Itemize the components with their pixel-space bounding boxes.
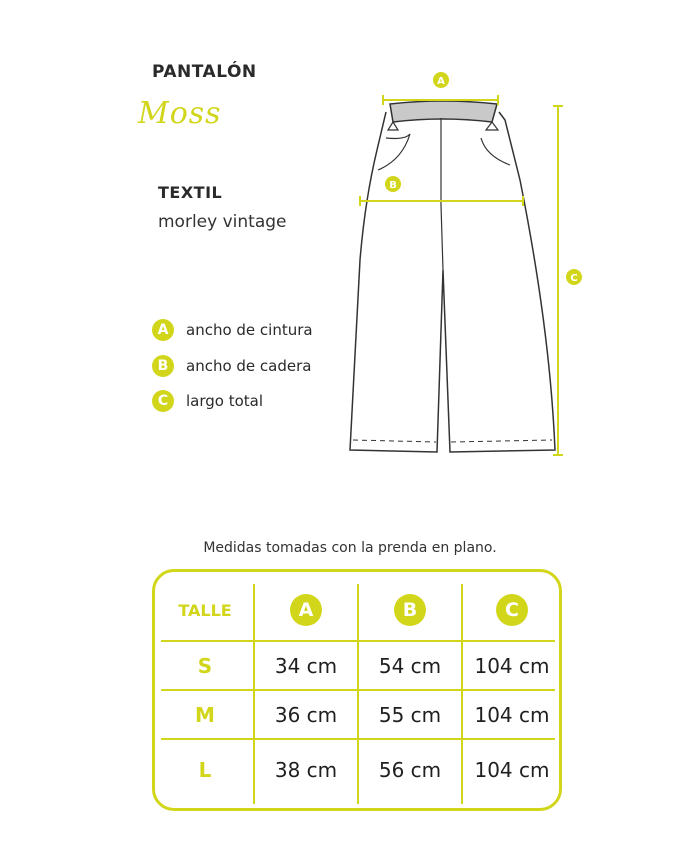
table-cell: 38 cm: [274, 758, 338, 782]
header-a: A: [255, 580, 357, 640]
table-cell: 55 cm: [378, 702, 442, 727]
center-seam: [441, 118, 443, 270]
fabric-name: morley vintage: [158, 212, 287, 232]
table-cell: 36 cm: [274, 702, 338, 727]
header-c: C: [463, 580, 561, 640]
table-cell: 54 cm: [378, 653, 442, 678]
table-cell: 34 cm: [274, 653, 338, 678]
pants-outline: [350, 112, 555, 452]
legend-label-a: ancho de cintura: [186, 321, 313, 339]
legend-label-c: largo total: [186, 392, 264, 410]
size-s: S: [197, 653, 213, 678]
belt-loop: [486, 122, 498, 130]
legend-badge-a: A: [152, 319, 174, 341]
brand-logo: Moss: [138, 96, 222, 131]
hem-right: [451, 440, 552, 442]
legend-badge-c: C: [152, 390, 174, 412]
measure-label-c: C: [570, 273, 578, 284]
fabric-heading: TEXTIL: [158, 183, 223, 202]
product-title: PANTALÓN: [152, 62, 257, 82]
legend-label-b: ancho de cadera: [186, 357, 312, 375]
table-cell: 56 cm: [378, 758, 442, 782]
measure-label-b: B: [389, 180, 397, 191]
table-cell: 104 cm: [474, 758, 550, 782]
table-cell: 104 cm: [474, 653, 550, 678]
header-b: B: [359, 580, 461, 640]
pocket-left: [378, 134, 410, 170]
pants-waistband: [390, 101, 497, 122]
legend-badge-b: B: [152, 355, 174, 377]
size-table: [152, 569, 562, 811]
hem-left: [353, 440, 436, 442]
size-l: L: [198, 758, 212, 782]
header-talle: TALLE: [178, 600, 232, 620]
size-m: M: [195, 702, 215, 727]
table-cell: 104 cm: [474, 702, 550, 727]
measurement-note: Medidas tomadas con la prenda en plano.: [203, 540, 497, 556]
measure-label-a: A: [437, 76, 445, 87]
belt-loop: [388, 122, 398, 130]
pocket-right: [481, 138, 510, 165]
